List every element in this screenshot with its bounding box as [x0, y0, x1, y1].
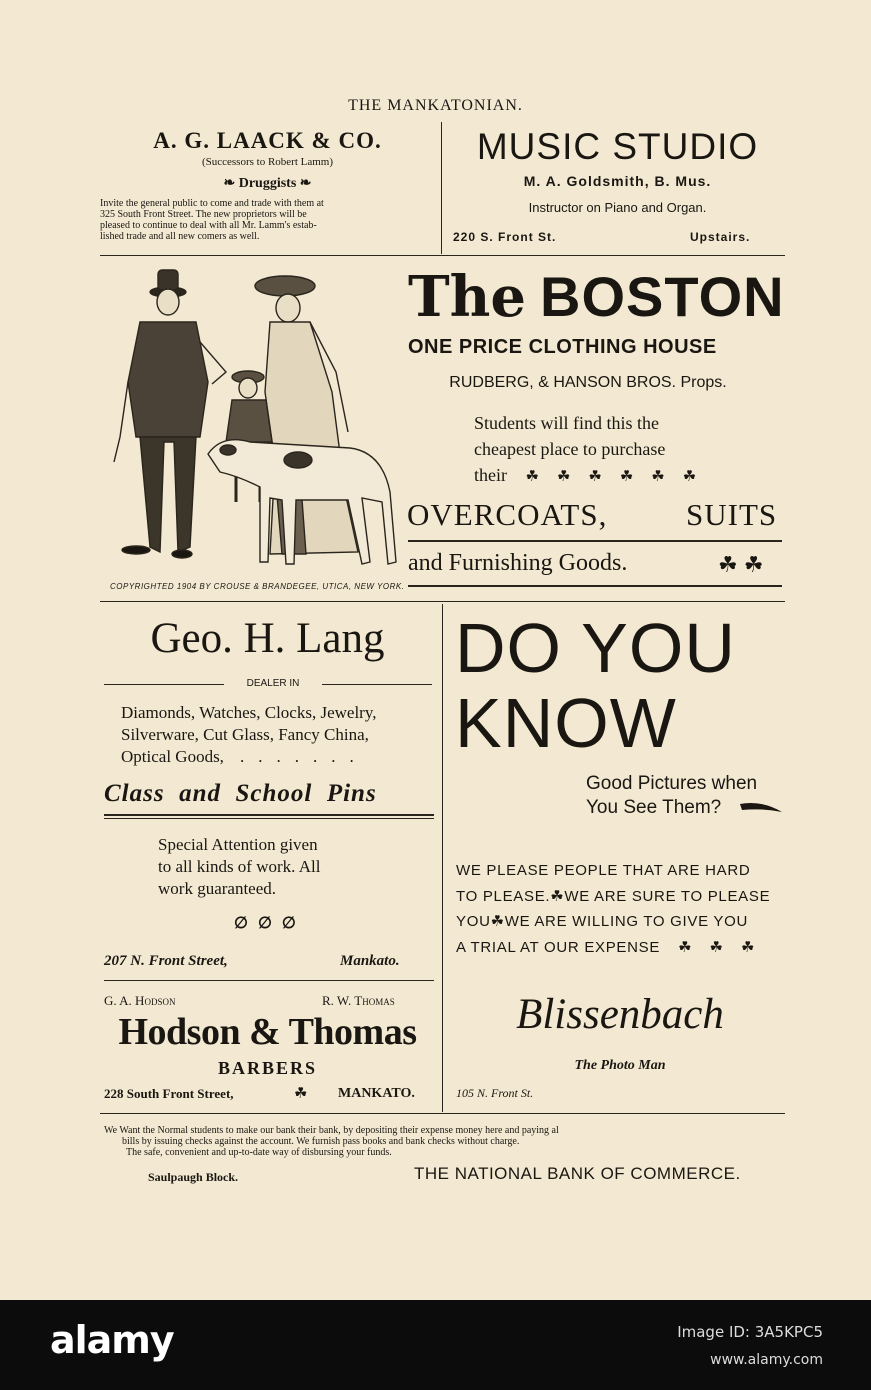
doyouknow-line2: KNOW: [455, 684, 677, 762]
boston-line: Students will find this the: [474, 413, 660, 433]
leaf-ornament-icon: ∅∅∅: [234, 915, 306, 932]
boston-props: RUDBERG, & HANSON BROS. Props.: [449, 374, 727, 391]
bank-text-line: The safe, convenient and up-to-date way of disbursing your funds.: [126, 1147, 392, 1158]
bank-block: Saulpaugh Block.: [148, 1170, 239, 1184]
laack-body-line: pleased to continue to deal with all Mr. Lamm's estab-: [100, 220, 317, 231]
doyouknow-body-line: A TRIAL AT OUR EXPENSE: [456, 938, 661, 956]
doyouknow-sub-line: Good Pictures when: [586, 773, 758, 794]
laack-body: [100, 198, 436, 242]
leaf-ornament-icon: ☘: [294, 1086, 308, 1102]
boston-rule: [408, 540, 782, 542]
blissenbach-name: Blissenbach: [516, 991, 724, 1038]
bank-text-line: bills by issuing checks against the account. We furnish pass books and bank checks without charge.: [122, 1136, 520, 1147]
man-shoe: [172, 550, 192, 558]
laack-type-row: [100, 175, 435, 192]
dog-ear: [220, 445, 236, 455]
lang-address: 207 N. Front Street,: [104, 953, 228, 969]
leaf-ornament-icon: ❧: [223, 176, 236, 191]
boston-name: BOSTON: [540, 265, 785, 328]
alamy-logo: alamy: [50, 1318, 174, 1362]
dot-leader: .......: [239, 747, 368, 766]
family-with-dog-illustration: [100, 262, 400, 582]
lang-items: [121, 702, 376, 768]
doyouknow-body-row: [456, 935, 772, 961]
music-title: MUSIC STUDIO: [476, 126, 759, 167]
woman-hat: [255, 276, 315, 296]
man-shoe: [122, 546, 150, 554]
boston-overcoats: OVERCOATS,: [407, 497, 608, 532]
leaf-ornament-icon: ☘☘☘☘☘☘: [525, 469, 715, 485]
doyouknow-body-line: YOU☘WE ARE WILLING TO GIVE YOU: [456, 913, 749, 930]
music-address: 220 S. Front St.: [453, 230, 557, 244]
boston-rule: [408, 585, 782, 587]
site-url: www.alamy.com: [710, 1352, 823, 1368]
bank-text: [104, 1125, 789, 1158]
lang-rule: [104, 814, 434, 816]
lang-item-line: Silverware, Cut Glass, Fancy China,: [121, 725, 369, 744]
lang-attention: [158, 834, 320, 900]
man-face: [157, 289, 179, 315]
bank-text-line: We Want the Normal students to make our bank their bank, by depositing their expense money here and paying al: [104, 1125, 559, 1136]
boston-suits: SUITS: [686, 497, 778, 532]
hodson-name: Hodson & Thomas: [118, 1011, 417, 1053]
man-arm: [114, 382, 128, 462]
boston-furnishing: and Furnishing Goods.: [408, 550, 628, 576]
laack-body-line: Invite the general public to come and trade with them at: [100, 198, 324, 209]
lang-item-line: Diamonds, Watches, Clocks, Jewelry,: [121, 703, 377, 722]
pointing-arrow-icon: [738, 798, 784, 818]
leaf-ornament-icon: ☘☘: [718, 552, 770, 577]
lang-city: Mankato.: [340, 953, 400, 969]
laack-body-line: lished trade and all new comers as well.: [100, 231, 260, 242]
column-divider-bottom: [442, 604, 443, 1112]
page-header-title: THE MANKATONIAN.: [348, 97, 523, 114]
lang-rule: [104, 980, 434, 981]
footer-info: [677, 1318, 823, 1374]
lang-item-row: [121, 746, 376, 768]
leaf-ornament-icon: ☘☘☘: [678, 938, 773, 956]
blissenbach-address: 105 N. Front St.: [456, 1086, 534, 1100]
lang-name: Geo. H. Lang: [150, 615, 385, 662]
lang-attention-line: Special Attention given: [158, 835, 318, 854]
lang-attention-line: work guaranteed.: [158, 879, 277, 898]
stock-footer-bar: [0, 1300, 871, 1390]
dog-spot: [284, 452, 312, 468]
section-rule: [100, 255, 785, 256]
lang-dealer-rule: [322, 684, 432, 685]
man-hat: [158, 270, 178, 290]
boston-the: The: [408, 264, 527, 330]
music-location: Upstairs.: [690, 230, 751, 244]
illustration-copyright: COPYRIGHTED 1904 BY CROUSE & BRANDEGEE, UTICA, NEW YORK.: [110, 582, 405, 591]
section-rule: [100, 1113, 785, 1114]
laack-successors: (Successors to Robert Lamm): [201, 156, 334, 168]
boston-line: cheapest place to purchase: [474, 439, 666, 459]
man-trousers: [140, 437, 196, 552]
column-divider-top: [441, 122, 442, 254]
section-rule: [100, 601, 785, 602]
lang-pins: Class and School Pins: [104, 780, 377, 807]
boston-subtitle: ONE PRICE CLOTHING HOUSE: [408, 336, 717, 358]
lang-attention-line: to all kinds of work. All: [158, 857, 321, 876]
lang-dealer-rule: [104, 684, 224, 685]
boston-title: [408, 264, 785, 331]
hodson-right-name: R. W. Thomas: [322, 993, 395, 1008]
bank-name: THE NATIONAL BANK OF COMMERCE.: [414, 1164, 741, 1183]
music-teacher: M. A. Goldsmith, B. Mus.: [523, 173, 712, 189]
music-description: Instructor on Piano and Organ.: [528, 200, 707, 215]
hodson-city: MANKATO.: [338, 1086, 415, 1101]
leaf-ornament-icon: ❧: [299, 176, 312, 191]
woman-face: [276, 294, 300, 322]
hodson-address: 228 South Front Street,: [104, 1086, 234, 1101]
hodson-trade: BARBERS: [217, 1058, 318, 1078]
laack-body-line: 325 South Front Street. The new proprietors will be: [100, 209, 307, 220]
image-id: Image ID: 3A5KPC5: [677, 1323, 823, 1341]
hodson-left-name: G. A. Hodson: [104, 993, 176, 1008]
man-coat: [128, 322, 208, 437]
boston-lines: [474, 410, 714, 490]
laack-type: Druggists: [238, 176, 297, 191]
doyouknow-sub-line: You See Them?: [586, 797, 722, 818]
doyouknow-line1: DO YOU: [455, 609, 736, 687]
lang-dealer: DEALER IN: [246, 678, 300, 689]
boston-line: their: [474, 465, 507, 485]
doyouknow-body: [456, 858, 772, 960]
child-face: [239, 378, 257, 398]
blissenbach-tagline: The Photo Man: [574, 1058, 666, 1073]
lang-item-line: Optical Goods,: [121, 747, 224, 766]
lang-rule: [104, 818, 434, 819]
doyouknow-body-line: TO PLEASE.☘WE ARE SURE TO PLEASE: [456, 887, 771, 905]
doyouknow-sub: [586, 772, 757, 820]
doyouknow-body-line: WE PLEASE PEOPLE THAT ARE HARD: [456, 862, 751, 879]
child-coat: [226, 400, 272, 442]
boston-line-row: [474, 462, 714, 490]
laack-name: A. G. LAACK & CO.: [153, 128, 382, 153]
